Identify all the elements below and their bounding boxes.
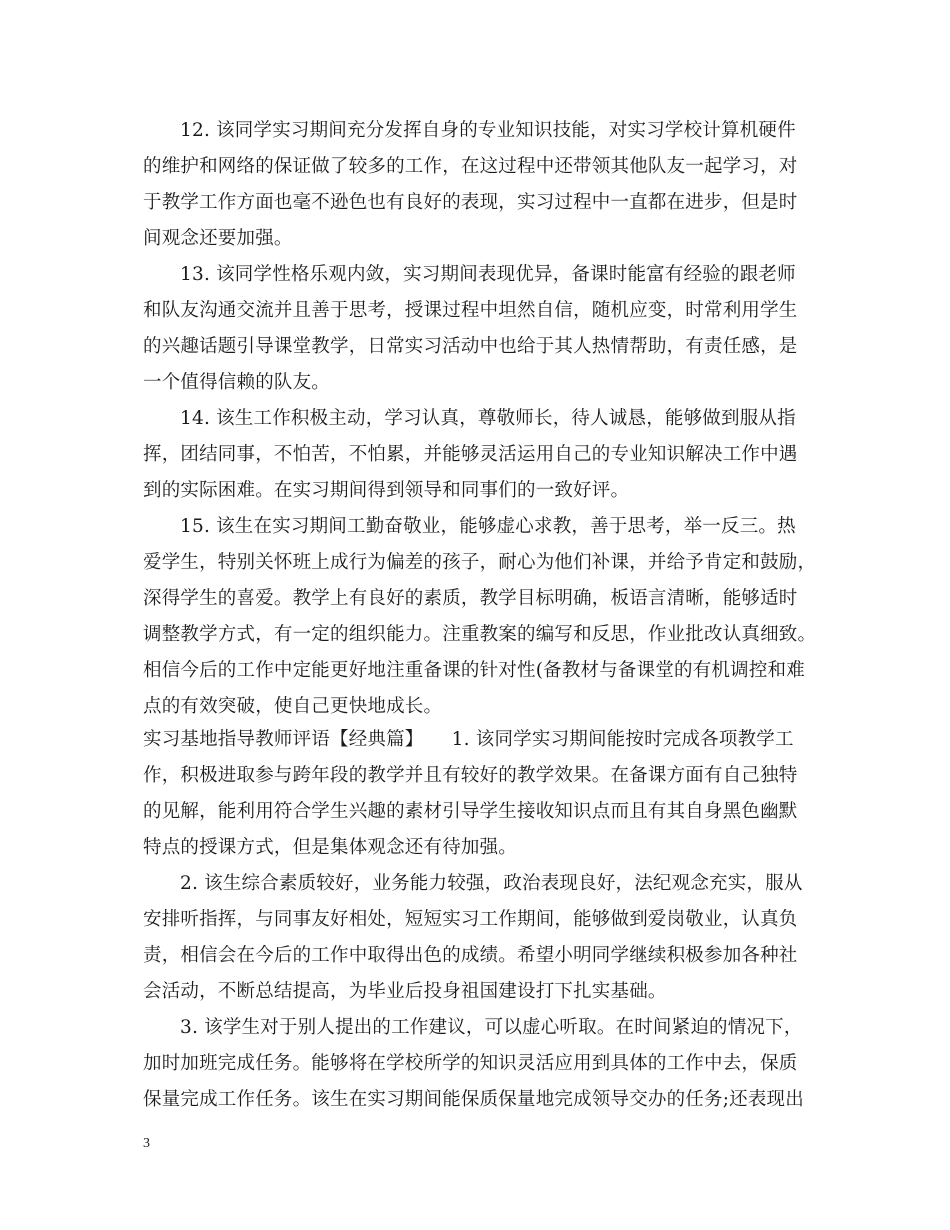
text-line: 15. 该生在实习期间工勤奋敬业，能够虚心求教，善于思考，举一反三。热 — [180, 516, 796, 537]
text-line: 爱学生，特别关怀班上成行为偏差的孩子，耐心为他们补课，并给予肯定和鼓励， — [143, 552, 817, 573]
text-line: 的见解，能利用符合学生兴趣的素材引导学生接收知识点而且有其自身黑色幽默 — [143, 801, 798, 822]
section-heading-line: 实习基地指导教师评语【经典篇】 1. 该同学实习期间能按时完成各项教学工 — [143, 729, 794, 750]
text-line: 的维护和网络的保证做了较多的工作，在这过程中还带领其他队友一起学习，对 — [143, 156, 798, 177]
text-line: 2. 该生综合素质较好，业务能力较强，政治表现良好，法纪观念充实，服从 — [180, 873, 803, 894]
text-line: 相信今后的工作中定能更好地注重备课的针对性(备教材与备课堂的有机调控和难 — [143, 660, 805, 681]
text-line: 的兴趣话题引导课堂教学，日常实习活动中也给于其人热情帮助，有责任感，是 — [143, 336, 798, 357]
text-line: 点的有效突破，使自己更快地成长。 — [143, 696, 443, 717]
text-line: 加时加班完成任务。能够将在学校所学的知识灵活应用到具体的工作中去，保质 — [143, 1053, 798, 1074]
text-line: 14. 该生工作积极主动，学习认真，尊敬师长，待人诚恳，能够做到服从指 — [180, 408, 796, 429]
text-line: 12. 该同学实习期间充分发挥自身的专业知识技能，对实习学校计算机硬件 — [180, 120, 796, 141]
text-line: 安排听指挥，与同事友好相处，短短实习工作期间，能够做到爱岗敬业，认真负 — [143, 909, 798, 930]
text-line: 一个值得信赖的队友。 — [143, 372, 331, 393]
text-line: 于教学工作方面也毫不逊色也有良好的表现，实习过程中一直都在进步，但是时 — [143, 192, 798, 213]
text-line: 到的实际困难。在实习期间得到领导和同事们的一致好评。 — [143, 480, 630, 501]
text-line: 13. 该同学性格乐观内敛，实习期间表现优异，备课时能富有经验的跟老师 — [180, 264, 796, 285]
text-line: 作，积极进取参与跨年段的教学并且有较好的教学效果。在备课方面有自己独特 — [143, 765, 798, 786]
text-line: 3. 该学生对于别人提出的工作建议，可以虚心听取。在时间紧迫的情况下， — [180, 1017, 803, 1038]
text-line: 深得学生的喜爱。教学上有良好的素质，教学目标明确，板语言清晰，能够适时 — [143, 588, 798, 609]
text-line: 会活动，不断总结提高，为毕业后投身祖国建设打下扎实基础。 — [143, 981, 667, 1002]
text-line: 间观念还要加强。 — [143, 228, 293, 249]
text-line: 调整教学方式，有一定的组织能力。注重教案的编写和反思，作业批改认真细致。 — [143, 624, 817, 645]
text-line: 保量完成工作任务。该生在实习期间能保质保量地完成领导交办的任务;还表现出 — [143, 1089, 804, 1110]
text-line: 特点的授课方式，但是集体观念还有待加强。 — [143, 837, 518, 858]
page-number: 3 — [143, 1136, 150, 1151]
text-line: 责，相信会在今后的工作中取得出色的成绩。希望小明同学继续积极参加各种社 — [143, 945, 798, 966]
text-line: 和队友沟通交流并且善于思考，授课过程中坦然自信，随机应变，时常利用学生 — [143, 300, 798, 321]
text-line: 挥，团结同事，不怕苦，不怕累，并能够灵活运用自己的专业知识解决工作中遇 — [143, 444, 798, 465]
